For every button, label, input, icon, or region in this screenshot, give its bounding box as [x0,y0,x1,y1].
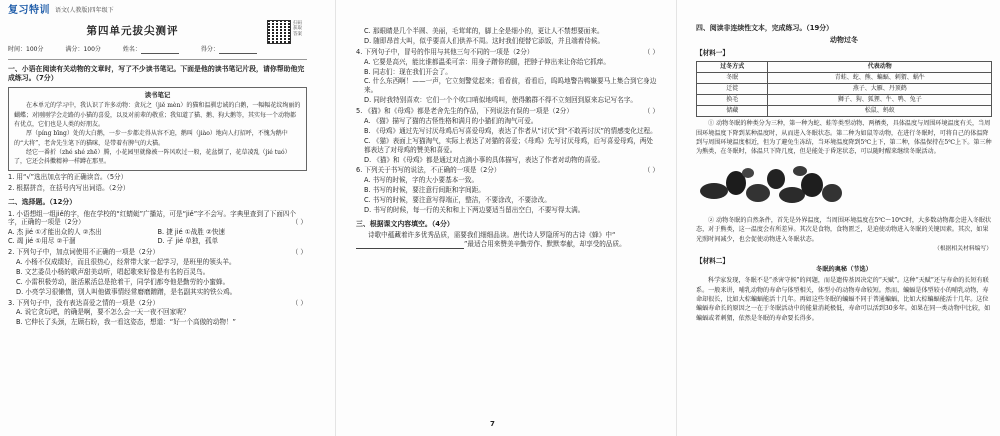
q3-option-d[interactable]: D. 随即昂首大叫，似乎要喜人们供养不周。这时我们便替它添饭，并且端着侍候。 [364,36,605,45]
column-divider-2 [676,0,677,436]
section3-fill-in: 诗歌中蕴藏着许多优秀品质，需要我们细细品读。唐代诗人罗隐所写的古诗《蜂》中“”最适合用来赞美辛勤劳作、默默奉献，却享受的品质。 [356,231,659,249]
question-3-stem: 3. 下列句子中，没有表达喜爱之情的一项是（2分） （ ） [8,298,307,307]
hibernating-animals-image [696,161,846,209]
fill-blank-1[interactable] [356,242,410,249]
qr-label: 扫码获取答案 [293,21,302,37]
q1-option-b[interactable]: B. 捷 jié ①战胜 ②快速 [157,228,226,237]
q6-option-a[interactable]: A. 书写的时候，字的大小要基本一致。 [364,176,479,185]
table-row: 迁徙 燕子、大雁、丹顶鹤 [697,83,992,94]
section1-heading: 一、小语在阅读有关动物的文章时，写了不少读书笔记。下面是他的读书笔记片段，请你帮助他完成练习。（7分） [8,65,305,83]
material-2-title: 冬眠的奥秘（节选） [816,265,872,273]
q6-option-d[interactable]: D. 书写的时候，每一行的关和和上下两边要适当留出空白，不要写得太满。 [364,206,585,215]
question-4-stem: 4. 下列句子中，冒号的作用与其他三句不同的一项是（2分） （ ） [356,47,659,56]
q5-option-d[interactable]: D. 《猫》和《母鸡》都是通过对点滴小事的具体描写，表达了作者对动物的喜爱。 [364,155,605,164]
q6-option-c[interactable]: C. 书写的时候，要注意写得端正，整洁，不要涂改，不要涂改。 [364,196,551,205]
paragraph-3: 科学家发现，冬眠不是“杀害守候”的问题，而是遗传基因决定的“天赋”。这种“天赋”还与寿命的长短有联系。一般来讲，哺乳动物的寿命与体型相关，体型小的动物寿命较短。然而，蝙蝠是体型较小的哺乳动物，寿命却很长，比如大棕蝙蝠能活十几年。再如这些冬眠的蝙蝠不同于普通蝙蝠，比如大棕蝙蝠能活十几年。这位蝙蝠寿命长的原因之一在于冬眠活动中的能量消耗极低，寿命可以活到30多年。如果在同一类动物中比较，如蝙蝠或者刺猬，依然是冬眠的寿命要长得多。 [696,277,991,322]
header-subtitle: 语文(人教版)四年级下 [55,6,114,14]
paragraph-2: ② 动物冬眠的自然条件，首先是外界温度，当周围环境温度在5℃～10℃时，大多数动物都会进入冬眠状态，对于熊类，这一温度会有所差异。其次是食物，食物匮乏，是迫使动物进入冬眠的关键因素。其次，如果光照时间减少，也会促使动物进入冬眠状态。 [696,216,992,243]
column-left [0,0,315,436]
brand-logo: 复习特训 [8,5,50,17]
section3-heading: 三、根据课文内容填空。（4分） [356,219,454,228]
score-field[interactable]: 得分： [201,46,257,54]
time-label: 时间：100分 [8,46,44,53]
q1-option-c[interactable]: C. 竭 jié ①用尽 ②干涸 [8,237,76,246]
question-1-stem: 1. 小语想组一组jiě的字，他在学校的“红蜻蜓”广播站，可是“jiě”字不会写。字典里查到了下面四个字，正确的一项是（2分） （ ） [8,209,307,227]
table-row: 储藏 松鼠、蚂蚁 [697,106,992,117]
name-field[interactable]: 姓名： [123,46,179,54]
q4-option-b[interactable]: B. 同志们：现在我们开会了。 [364,67,452,76]
q3-option-b[interactable]: B. 它伸长了头颈，左顾右盼，我一看这姿态，想道：“好一个高傲的动物！” [16,318,236,327]
section4-heading: 四、阅读非连续性文本，完成练习。（19分） [696,24,834,32]
material-2-label: 【材料二】 [696,256,729,265]
column-right [686,0,1000,436]
page-title: 第四单元拔尖测评 [86,25,179,37]
q1-option-a[interactable]: A. 杰 jié ①才能出众的人 ②杰出 [8,228,102,237]
exam-meta [8,46,307,60]
q2-option-a[interactable]: A. 小杨不仅成绩好，而且很热心，经常带大家一起学习，是班里的领头羊。 [16,257,236,266]
column-middle [350,0,665,436]
q6-option-b[interactable]: B. 书写的时候，要注意行间距和字间距。 [364,186,485,195]
section1-question-1: 1. 用“√”选出加点字的正确读音。（5分） [8,173,128,182]
q3-option-c[interactable]: C. 那眼睛是几个半圆、美丽，毛茸茸的，脚上全是细小的，更让人不禁想要面来。 [364,27,604,35]
source-caption: （根据相关材料编写） [934,246,992,253]
material-1-label: 【材料一】 [696,48,729,57]
question-5-stem: 5. 《猫》和《母鸡》都是老舍先生的作品，下列说法有误的一项是（2分） （ ） [356,107,659,116]
q1-option-d[interactable]: D. 孑 jié 单独，孤单 [157,237,219,246]
paragraph-1: ① 动物冬眠的种类分为三种，第一种为蛇、蛙等类型动物、两栖类，具体温度与周围环境温度有关，当周围环境温度下降到某种温度时，从而进入冬眠状态。第二种为如鼠等动物，在进行冬眠时，可将自己的体温降到与周围环境温度相近，但为了避免生冻结，当环境温度降到5℃上下，第二种，体温保持在5℃上下。第三种为熊类，在冬眠时，体温只下降几度，但是能处于昏迷状态，可以随时醒来继续冬眠活动。 [696,120,992,156]
question-1-options [8,228,307,246]
table-header-animals: 代表动物 [768,61,992,72]
fill-blank-2[interactable] [410,242,464,249]
note-line-1: 在本单元的学习中，我认识了许多动物：贪玩之（jiě mèn）的猫和温驯忠诚的白鹅，一幅幅花纹绚丽的蝴蝶；对刚刚学会走路的小猫的喜爱，以及对前辈的敬重；我知道了猫、鹅、狗大鹅等，其实每一个动物都有优点，它们也是人类的好朋友。 [14,102,301,128]
section1-question-2: 2. 根据拼音，在括号内写出词语。（2分） [8,184,130,193]
table-header-method: 过冬方式 [697,61,768,72]
page-number: 7 [490,420,495,428]
q2-option-d[interactable]: D. 小亮学习很懒惰，别人叫他做事情经常磨磨蹭蹭，是名副其实的铁公鸡。 [16,287,237,296]
winter-methods-table [696,61,992,117]
question-2-stem: 2. 下列句子中，加点词使用不正确的一项是（2分） （ ） [8,248,307,257]
q4-option-d[interactable]: D. 同时我特别喜欢：它们一个个吹口哨似地鸣叫，使得鹅群不得不立刻回到原来忘记写名字。 [364,96,638,105]
q3-option-a[interactable]: A. 说它贪玩吧，的确是啊，要不怎么会一天一夜不回家呢？ [16,308,190,317]
table-row: 换毛 狮子、狗、狐狸、牛、鸭、兔子 [697,94,992,105]
score-total: 满分：100分 [65,46,101,53]
q2-option-c[interactable]: C. 小雷积极劳动，脏活累活总是抢着干，同学们都夸他是勤劳的小蜜蜂。 [16,277,230,286]
qr-code-icon[interactable] [267,20,291,44]
page-header [8,4,307,18]
q2-option-b[interactable]: B. 文艺委员小杨的歌声甜美动听，唱起歌来好像是有名的百灵鸟。 [16,267,210,276]
note-title: 读书笔记 [144,90,171,99]
article-title: 动物过冬 [830,36,858,45]
q4-option-c[interactable]: C. 什么东西啊！——一声，它立刻警觉起来；看看前，看看后，呜呜地警告鸭嫌要马上集合到它身边来。 [364,77,657,95]
q5-option-a[interactable]: A. 《猫》描写了猫的古怪性格和满月的小猫们的淘气可爱。 [364,117,538,126]
question-6-stem: 6. 下列关于书写的说法，不正确的一项是（2分） （ ） [356,166,659,175]
q5-option-b[interactable]: B. 《母鸡》通过先写讨厌母鸡后写喜爱母鸡，表达了作者从“讨厌”到“不敢再讨厌”的情感变化过程。 [364,126,657,135]
q4-option-a[interactable]: A. 它要是高兴，能比谁都温柔可亲：用身子蹭你的腿，把脖子伸出来让你给它抓痒。 [364,57,610,66]
section2-heading: 二、选择题。（12分） [8,198,77,207]
table-row: 冬眠 青蛙、蛇、熊、蝙蝠、刺猬、蜗牛 [697,72,992,83]
note-line-2: 厚（píng bīng）处的大白鹅，一步一步都走得从容不迫，鹅叫（jiào）地向人打招呼，不愧为鹅中的“大将”，老舍先生笔下的猫咪，是带着有脾气的大猫。 [14,130,288,147]
column-divider [335,0,336,436]
q5-option-c[interactable]: C. 《猫》表面上写猫淘气，实际上表达了对猫的喜爱；《母鸡》先写讨厌母鸡，后写喜爱母鸡，两处都表达了对母鸡的赞美和喜爱。 [364,136,654,154]
reading-note-box [8,87,307,172]
note-line-3: 经它一番折（zhé shé zhē）腾，小花园里就像被一阵风吹过一般，花盆倒了，花草凌乱（jié tuó）了，它还会抖擞精神一样蹲在那里。 [14,148,291,166]
